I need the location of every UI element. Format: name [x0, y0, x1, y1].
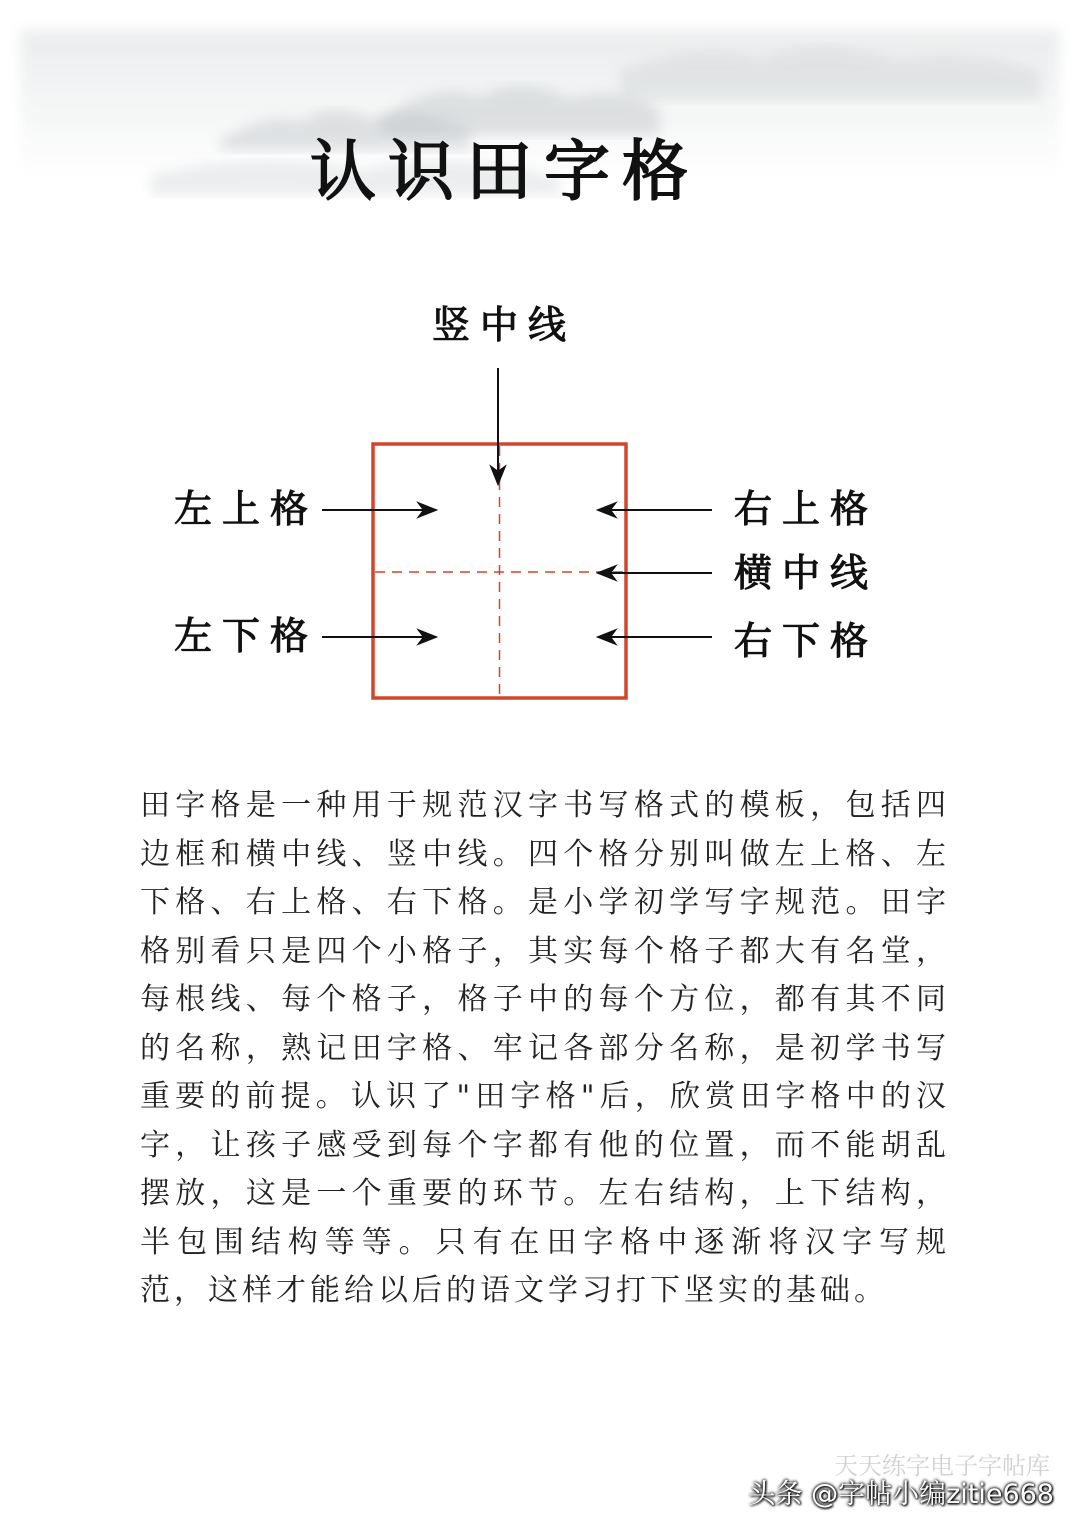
label-horizontal-center-line: 横中线 [734, 550, 879, 595]
page-title: 认识田字格 [310, 132, 700, 210]
watermark-background-text: 天天练字电子字帖库 [834, 1452, 1050, 1480]
description-paragraph: 田字格是一种用于规范汉字书写格式的模板，包括四边框和横中线、竖中线。四个格分别叫做左上格、左下格、右上格、右下格。是小学初学写字规范。田字格别看只是四个小格子，其实每个格子都大有名堂，每根线、每个格子，格子中的每个方位，都有其不同的名称，熟记田字格、牢记各部分名称，是初学书写重要的前提。认识了"田字格"后，欣赏田字格中的汉字，让孩子感受到每个字都有他的位置，而不能胡乱摆放，这是一个重要的环节。左右结构，上下结构，半包围结构等等。只有在田字格中逐渐将汉字写规范，这样才能给以后的语文学习打下坚实的基础。 [140, 788, 950, 1308]
label-top-left-cell: 左上格 [174, 486, 319, 531]
toutiao-logo-icon [719, 1479, 745, 1505]
label-bottom-left-cell: 左下格 [174, 613, 319, 658]
label-top-right-cell: 右上格 [734, 486, 879, 531]
tianzige-diagram [0, 280, 1080, 740]
label-bottom-right-cell: 右下格 [734, 618, 879, 663]
label-vertical-center-line: 竖中线 [432, 302, 577, 347]
watermark [719, 1472, 1055, 1511]
watermark-text: 头条 @字帖小编zitie668 [748, 1479, 1054, 1510]
